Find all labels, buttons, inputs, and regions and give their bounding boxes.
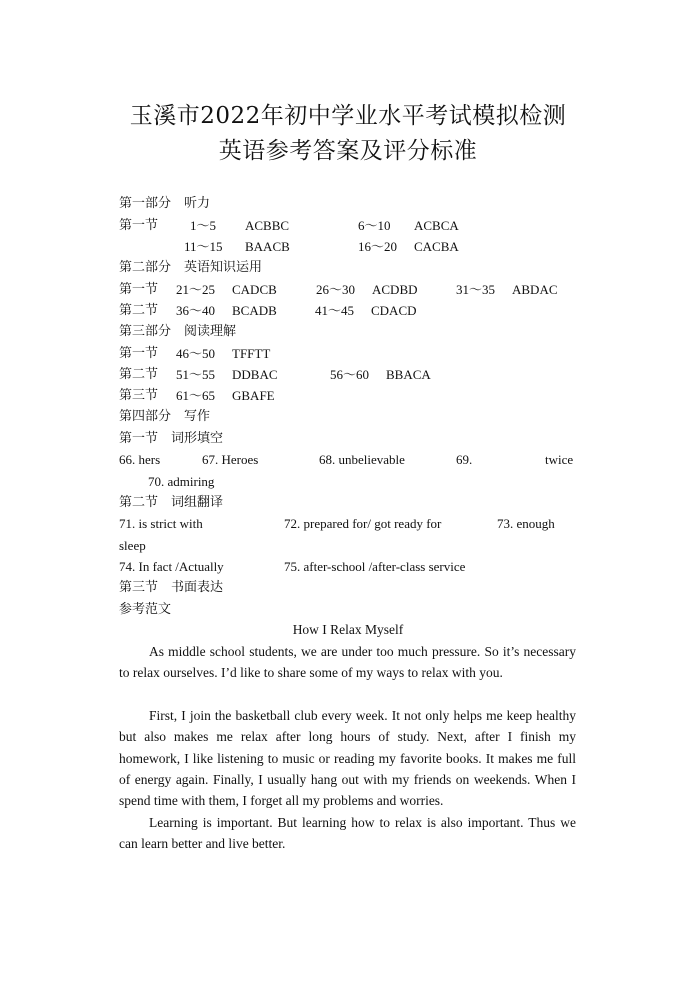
translation-answer-75: 75. after-school /after-class service	[284, 559, 466, 574]
answer-46-50: TFFTT	[232, 346, 271, 361]
page-subtitle: 英语参考答案及评分标准	[218, 138, 478, 164]
word-answer-66: 66. hers	[119, 452, 161, 467]
word-answer-70: 70. admiring	[148, 474, 215, 489]
part4-section2-label: 第二节 词组翻译	[119, 495, 224, 510]
essay-title: How I Relax Myself	[292, 622, 404, 637]
part1-heading: 第一部分 听力	[119, 196, 211, 211]
answer-61-65: GBAFE	[232, 388, 275, 403]
answer-21-25: CADCB	[232, 282, 277, 297]
part3-section3-label: 第三节	[119, 388, 159, 403]
answer-31-35: ABDAC	[512, 282, 558, 297]
answer-range-56-60: 56～60	[330, 367, 370, 382]
answer-51-55: DDBAC	[232, 367, 278, 382]
answer-26-30: ACDBD	[372, 282, 418, 297]
answer-16-20: CACBA	[414, 239, 459, 254]
part3-section1-label: 第一节	[119, 346, 159, 361]
essay-paragraph: As middle school students, we are under too much pressure. So it’s necessary to relax ourselves. I’d like to share some of my ways to relax with you.	[119, 644, 576, 681]
answer-range-46-50: 46～50	[176, 346, 216, 361]
essay-paragraph: Learning is important. But learning how to relax is also important. Thus we can learn better and live better.	[119, 815, 576, 852]
word-answer-69: twice	[545, 452, 574, 467]
answer-range-1-5: 1～5	[190, 218, 217, 233]
word-answer-69-number: 69.	[456, 452, 473, 467]
translation-answer-72: 72. prepared for/ got ready for	[284, 516, 442, 531]
part2-section1-label: 第一节	[119, 282, 159, 297]
part4-heading: 第四部分 写作	[119, 409, 211, 424]
part4-section1-label: 第一节 词形填空	[119, 431, 224, 446]
answer-range-16-20: 16～20	[358, 239, 398, 254]
answer-range-51-55: 51～55	[176, 367, 216, 382]
essay-paragraph: First, I join the basketball club every week. It not only helps me keep healthy but also makes me relax after long hours of study. Next, after I finish my homework, I like listening to music or reading my favorite books. It makes me full of energy again. Finally, I usually hang out with my friends on weekends. When I spend time with them, I forget all my problems and worries.	[119, 708, 576, 809]
answer-range-6-10: 6～10	[358, 218, 391, 233]
translation-answer-73-continued: sleep	[119, 538, 146, 553]
sample-essay-label: 参考范文	[119, 602, 172, 617]
word-answer-68: 68. unbelievable	[319, 452, 405, 467]
answer-range-41-45: 41～45	[315, 303, 355, 318]
answer-range-26-30: 26～30	[316, 282, 356, 297]
page-title: 玉溪市2022年初中学业水平考试模拟检测	[129, 103, 567, 129]
answer-range-21-25: 21～25	[176, 282, 216, 297]
answer-36-40: BCADB	[232, 303, 277, 318]
answer-1-5: ACBBC	[245, 218, 290, 233]
part3-section2-label: 第二节	[119, 367, 159, 382]
translation-answer-71: 71. is strict with	[119, 516, 203, 531]
answer-41-45: CDACD	[371, 303, 417, 318]
translation-answer-73: 73. enough	[497, 516, 555, 531]
answer-range-11-15: 11～15	[184, 239, 223, 254]
translation-answer-74: 74. In fact /Actually	[119, 559, 224, 574]
word-answer-67: 67. Heroes	[202, 452, 259, 467]
answer-range-36-40: 36～40	[176, 303, 216, 318]
answer-range-31-35: 31～35	[456, 282, 496, 297]
part4-section3-label: 第三节 书面表达	[119, 580, 224, 595]
part1-section1-label: 第一节	[119, 218, 159, 233]
answer-range-61-65: 61～65	[176, 388, 216, 403]
answer-56-60: BBACA	[386, 367, 431, 382]
part2-section2-label: 第二节	[119, 303, 159, 318]
answer-6-10: ACBCA	[414, 218, 459, 233]
part2-heading: 第二部分 英语知识运用	[119, 260, 263, 275]
part3-heading: 第三部分 阅读理解	[119, 324, 237, 339]
answer-11-15: BAACB	[245, 239, 290, 254]
